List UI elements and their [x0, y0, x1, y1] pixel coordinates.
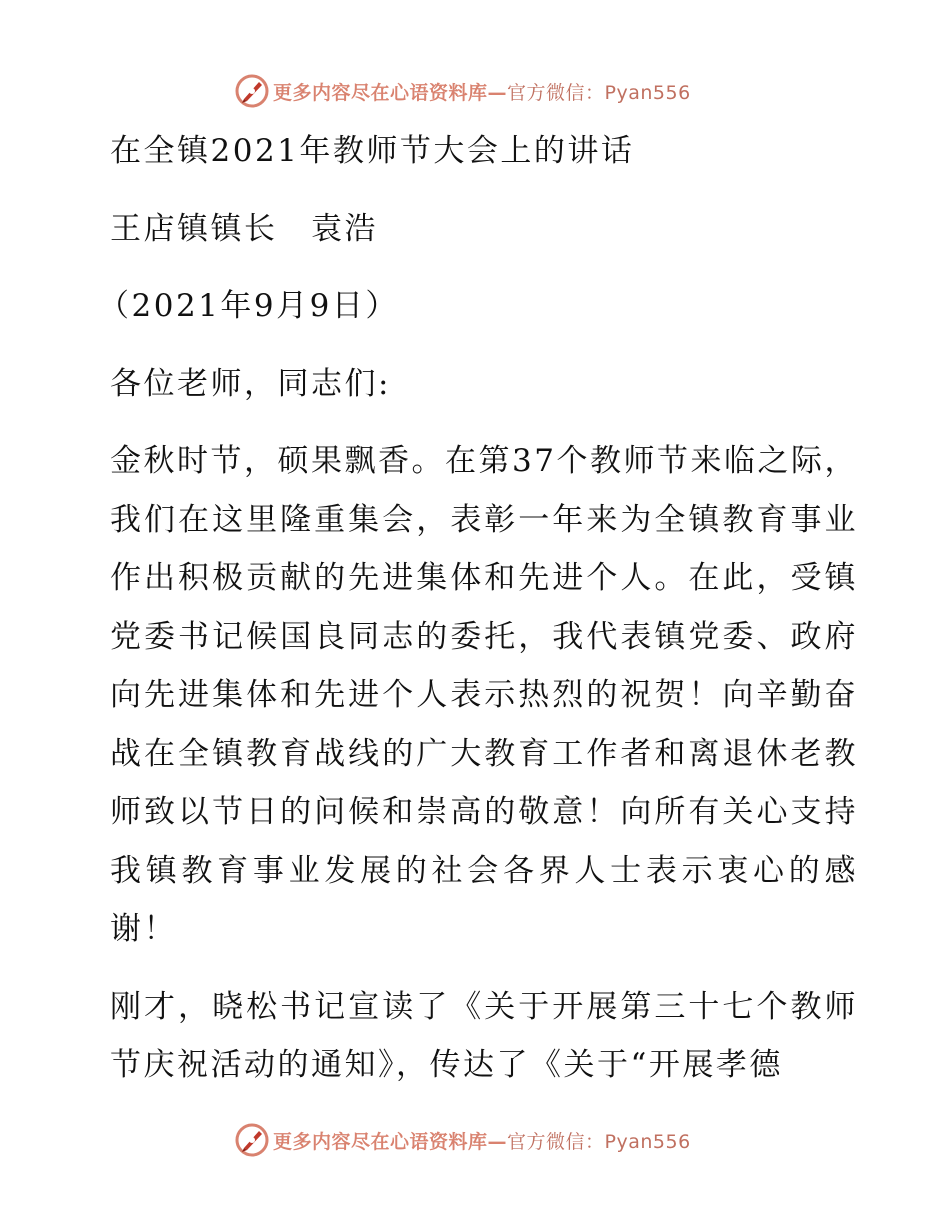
document-salutation: 各位老师，同志们: [110, 365, 391, 402]
quill-pen-logo-icon [235, 74, 269, 108]
quill-pen-logo-icon [235, 1123, 269, 1157]
watermark-text: 更多内容尽在心语资料库—官方微信：Pyan556 [273, 81, 691, 104]
document-date: （2021年9月9日） [98, 288, 399, 324]
watermark-text: 更多内容尽在心语资料库—官方微信：Pyan556 [273, 1130, 691, 1153]
document-author: 王店镇镇长 袁浩 [110, 210, 378, 247]
paragraph-1: 金秋时节，硕果飘香。在第37个教师节来临之际，我们在这里隆重集会，表彰一年来为全镇教育事业作出积极贡献的先进集体和先进个人。在此，受镇党委书记候国良同志的委托，我代表镇党委、政府向先进集体和先进个人表示热烈的祝贺！向辛勤奋战在全镇教育战线的广大教育工作者和离退休老教师致以节日的问候和崇高的敬意！向所有关心支持我镇教育事业发展的社会各界人士表示衷心的感谢！ [110, 443, 858, 947]
paragraph-2: 刚才，晓松书记宣读了《关于开展第三十七个教师节庆祝活动的通知》，传达了《关于“开展孝德 [110, 988, 858, 1083]
document-body [98, 122, 858, 1114]
watermark-bottom [235, 1123, 691, 1157]
document-title: 在全镇2021年教师节大会上的讲话 [110, 133, 635, 169]
watermark-top [235, 74, 691, 108]
